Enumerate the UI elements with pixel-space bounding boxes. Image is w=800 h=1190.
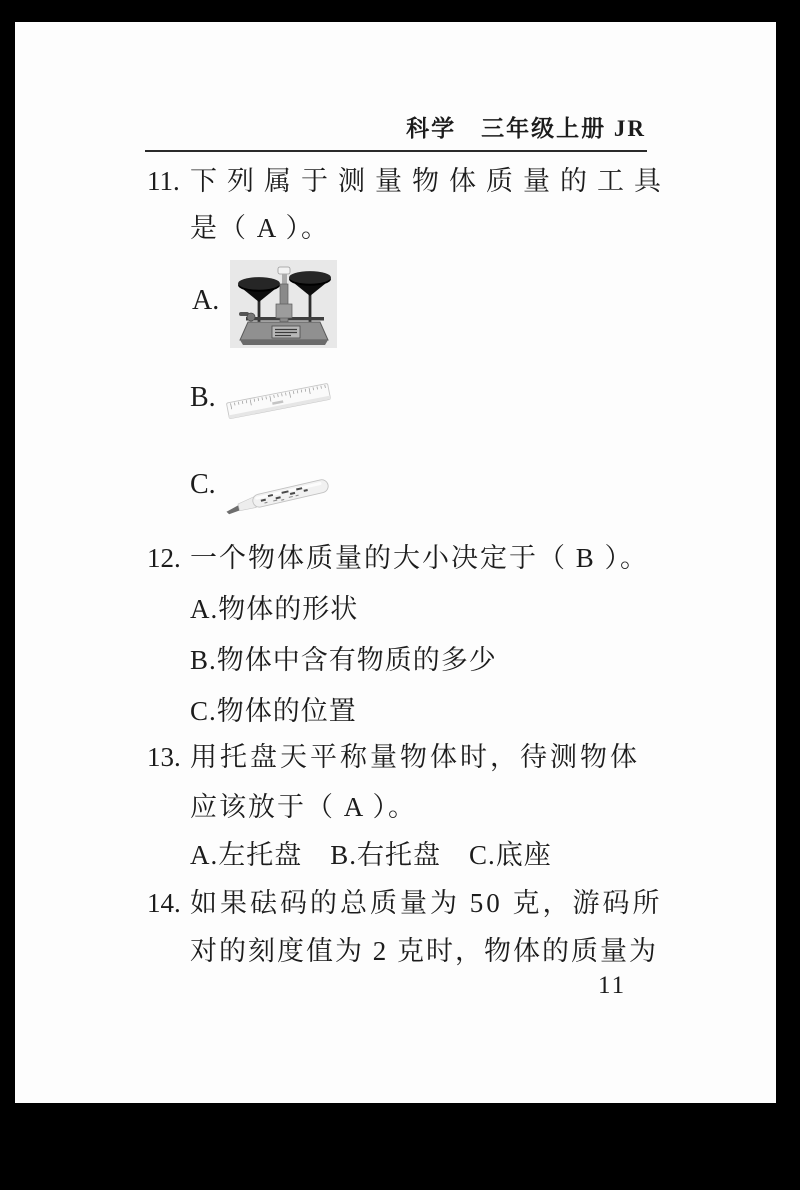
option-b-label: B. [190, 382, 216, 413]
question-11-line1 [147, 166, 671, 196]
option-a-label: A. [192, 285, 220, 316]
question-13-line1 [147, 742, 640, 772]
question-14-line2: 对的刻度值为 2 克时，物体的质量为 [190, 936, 658, 966]
page-number: 11 [598, 972, 627, 999]
thermometer-icon [222, 468, 332, 522]
question-14-number: 14. [147, 888, 181, 918]
question-12-number: 12. [147, 543, 181, 573]
question-12-option-b: B.物体中含有物质的多少 [190, 645, 497, 675]
question-13-option-c: C.底座 [469, 840, 552, 870]
question-14-line1 [147, 888, 663, 918]
question-14-text: 如果砝码的总质量为 50 克，游码所 [190, 888, 663, 918]
question-12-option-c: C.物体的位置 [190, 696, 357, 726]
header-divider [145, 150, 647, 152]
balance-scale-icon [230, 260, 337, 348]
ruler-photo [225, 374, 333, 428]
option-c-label: C. [190, 469, 216, 500]
question-11-number: 11. [147, 166, 180, 196]
thermometer-photo [222, 468, 332, 522]
question-12-option-a: A.物体的形状 [190, 594, 359, 624]
question-13-options-row [190, 840, 552, 870]
question-12-line [147, 543, 649, 573]
question-13-text: 用托盘天平称量物体时，待测物体 [190, 742, 640, 772]
question-11-text: 下列属于测量物体质量的工具 [190, 166, 671, 196]
question-13-option-b: B.右托盘 [330, 840, 442, 870]
question-13-line2: 应该放于（ A ）。 [190, 792, 418, 822]
balance-scale-photo [230, 260, 337, 348]
question-13-number: 13. [147, 742, 181, 772]
question-11-line2: 是（ A ）。 [190, 213, 331, 243]
ruler-icon [225, 374, 333, 428]
question-13-option-a: A.左托盘 [190, 840, 303, 870]
worksheet-page [15, 22, 776, 1103]
page-header-title: 科学 三年级上册 JR [406, 116, 646, 141]
question-12-text: 一个物体质量的大小决定于（ B ）。 [190, 543, 650, 573]
